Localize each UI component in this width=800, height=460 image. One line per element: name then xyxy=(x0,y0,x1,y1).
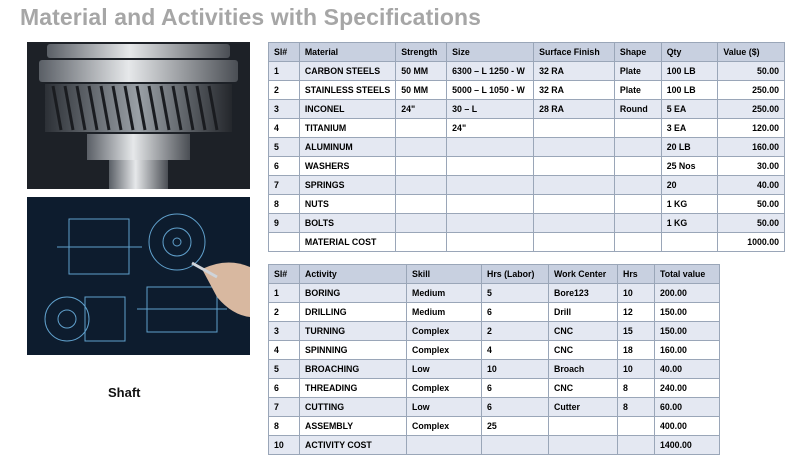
activities-cell: SPINNING xyxy=(300,341,407,360)
materials-header-cell: Size xyxy=(447,43,534,62)
materials-cell: BOLTS xyxy=(299,214,395,233)
activities-header-cell: Sl# xyxy=(269,265,300,284)
activities-cell: 10 xyxy=(269,436,300,455)
table-row xyxy=(269,157,785,176)
materials-table xyxy=(268,42,785,252)
activities-cell: BORING xyxy=(300,284,407,303)
activities-cell xyxy=(407,436,482,455)
materials-cell: 6 xyxy=(269,157,300,176)
table-row xyxy=(269,214,785,233)
materials-cell: 250.00 xyxy=(718,81,785,100)
activities-cell: 400.00 xyxy=(655,417,720,436)
table-row xyxy=(269,360,720,379)
materials-cell xyxy=(396,195,447,214)
activities-header-cell: Hrs xyxy=(618,265,655,284)
activities-cell: 8 xyxy=(618,379,655,398)
activities-cell: 12 xyxy=(618,303,655,322)
table-row xyxy=(269,119,785,138)
materials-header-cell: Material xyxy=(299,43,395,62)
activities-cell: 6 xyxy=(482,379,549,398)
materials-cell xyxy=(614,176,661,195)
activities-cell: 6 xyxy=(482,303,549,322)
materials-cell: 28 RA xyxy=(534,100,615,119)
materials-cell: SPRINGS xyxy=(299,176,395,195)
materials-cell xyxy=(396,233,447,252)
materials-header-cell: Qty xyxy=(661,43,718,62)
activities-cell: Broach xyxy=(549,360,618,379)
activities-cell: 25 xyxy=(482,417,549,436)
materials-cell xyxy=(614,214,661,233)
table-row xyxy=(269,417,720,436)
materials-cell xyxy=(447,195,534,214)
materials-cell: 1 KG xyxy=(661,214,718,233)
materials-cell xyxy=(614,119,661,138)
activities-cell: CNC xyxy=(549,379,618,398)
materials-cell: 50.00 xyxy=(718,214,785,233)
materials-cell xyxy=(534,214,615,233)
materials-cell xyxy=(396,214,447,233)
materials-cell: 7 xyxy=(269,176,300,195)
activities-cell: 8 xyxy=(618,398,655,417)
activities-cell: 3 xyxy=(269,322,300,341)
materials-cell: 1 KG xyxy=(661,195,718,214)
activities-cell: 10 xyxy=(618,284,655,303)
activities-cell: 240.00 xyxy=(655,379,720,398)
activities-header-cell: Work Center xyxy=(549,265,618,284)
materials-cell xyxy=(447,138,534,157)
materials-cell: 50 MM xyxy=(396,81,447,100)
activities-cell: 7 xyxy=(269,398,300,417)
materials-cell: 32 RA xyxy=(534,81,615,100)
materials-cell: 3 xyxy=(269,100,300,119)
materials-header-cell: Sl# xyxy=(269,43,300,62)
activities-cell: 2 xyxy=(269,303,300,322)
materials-cell: 30 – L xyxy=(447,100,534,119)
materials-cell: ALUMINUM xyxy=(299,138,395,157)
materials-cell: 120.00 xyxy=(718,119,785,138)
materials-cell: Plate xyxy=(614,62,661,81)
activities-cell: TURNING xyxy=(300,322,407,341)
activities-cell xyxy=(618,417,655,436)
table-row xyxy=(269,138,785,157)
materials-cell: 5 EA xyxy=(661,100,718,119)
materials-cell: 250.00 xyxy=(718,100,785,119)
materials-cell: 4 xyxy=(269,119,300,138)
activities-cell: ACTIVITY COST xyxy=(300,436,407,455)
materials-cell xyxy=(447,176,534,195)
materials-cell xyxy=(614,233,661,252)
materials-cell: 40.00 xyxy=(718,176,785,195)
activities-cell: 18 xyxy=(618,341,655,360)
activities-header-cell: Skill xyxy=(407,265,482,284)
materials-cell: STAINLESS STEELS xyxy=(299,81,395,100)
activities-cell: 15 xyxy=(618,322,655,341)
materials-cell: NUTS xyxy=(299,195,395,214)
table-row xyxy=(269,176,785,195)
materials-header-cell: Shape xyxy=(614,43,661,62)
activities-cell: 160.00 xyxy=(655,341,720,360)
table-row xyxy=(269,398,720,417)
activities-cell: 1 xyxy=(269,284,300,303)
materials-cell xyxy=(614,157,661,176)
activities-cell: Medium xyxy=(407,284,482,303)
table-row xyxy=(269,436,720,455)
activities-cell: 60.00 xyxy=(655,398,720,417)
materials-cell: 20 xyxy=(661,176,718,195)
materials-header-cell: Value ($) xyxy=(718,43,785,62)
materials-cell xyxy=(661,233,718,252)
materials-cell: 24" xyxy=(396,100,447,119)
materials-cell: 20 LB xyxy=(661,138,718,157)
page-title: Material and Activities with Specifications xyxy=(20,4,482,30)
materials-cell xyxy=(447,233,534,252)
materials-cell: 30.00 xyxy=(718,157,785,176)
materials-cell: 6300 – L 1250 - W xyxy=(447,62,534,81)
activities-cell: Drill xyxy=(549,303,618,322)
activities-cell: Bore123 xyxy=(549,284,618,303)
materials-cell: MATERIAL COST xyxy=(299,233,395,252)
materials-cell xyxy=(396,176,447,195)
activities-cell: 8 xyxy=(269,417,300,436)
activities-cell xyxy=(482,436,549,455)
engineering-drawing-photo xyxy=(27,197,250,355)
activities-cell: 4 xyxy=(269,341,300,360)
table-row xyxy=(269,303,720,322)
materials-cell: INCONEL xyxy=(299,100,395,119)
table-row xyxy=(269,379,720,398)
materials-cell: 9 xyxy=(269,214,300,233)
materials-cell: 50.00 xyxy=(718,195,785,214)
materials-cell: Plate xyxy=(614,81,661,100)
activities-cell: Medium xyxy=(407,303,482,322)
materials-cell: TITANIUM xyxy=(299,119,395,138)
activities-cell: THREADING xyxy=(300,379,407,398)
materials-header-cell: Surface Finish xyxy=(534,43,615,62)
materials-header-cell: Strength xyxy=(396,43,447,62)
activities-cell: DRILLING xyxy=(300,303,407,322)
table-row xyxy=(269,62,785,81)
materials-cell xyxy=(534,195,615,214)
activities-cell: ASSEMBLY xyxy=(300,417,407,436)
materials-cell: 1000.00 xyxy=(718,233,785,252)
activities-header-cell: Total value xyxy=(655,265,720,284)
activities-cell: 6 xyxy=(269,379,300,398)
activities-cell: 40.00 xyxy=(655,360,720,379)
activities-cell: Cutter xyxy=(549,398,618,417)
materials-cell: 5000 – L 1050 - W xyxy=(447,81,534,100)
activities-header-row xyxy=(269,265,720,284)
materials-cell xyxy=(269,233,300,252)
activities-header-cell: Hrs (Labor) xyxy=(482,265,549,284)
materials-cell: 100 LB xyxy=(661,62,718,81)
materials-cell: Round xyxy=(614,100,661,119)
materials-cell: 100 LB xyxy=(661,81,718,100)
materials-cell xyxy=(534,176,615,195)
shaft-gear-photo xyxy=(27,42,250,189)
table-row xyxy=(269,81,785,100)
activities-cell xyxy=(618,436,655,455)
activities-cell: 1400.00 xyxy=(655,436,720,455)
materials-cell: 24" xyxy=(447,119,534,138)
materials-cell xyxy=(534,138,615,157)
materials-cell: 3 EA xyxy=(661,119,718,138)
activities-header-cell: Activity xyxy=(300,265,407,284)
materials-cell xyxy=(447,157,534,176)
activities-cell: Low xyxy=(407,360,482,379)
activities-table xyxy=(268,264,720,455)
materials-cell xyxy=(396,157,447,176)
materials-cell: 32 RA xyxy=(534,62,615,81)
materials-cell xyxy=(614,138,661,157)
materials-cell: 5 xyxy=(269,138,300,157)
activities-cell: CNC xyxy=(549,341,618,360)
materials-cell: 8 xyxy=(269,195,300,214)
materials-cell: 2 xyxy=(269,81,300,100)
materials-cell xyxy=(534,119,615,138)
table-row xyxy=(269,322,720,341)
materials-cell: 50.00 xyxy=(718,62,785,81)
activities-cell: 6 xyxy=(482,398,549,417)
table-row xyxy=(269,284,720,303)
table-row xyxy=(269,233,785,252)
activities-cell xyxy=(549,417,618,436)
materials-cell: 50 MM xyxy=(396,62,447,81)
activities-cell: 2 xyxy=(482,322,549,341)
materials-cell xyxy=(534,233,615,252)
table-row xyxy=(269,341,720,360)
activities-cell xyxy=(549,436,618,455)
materials-cell: 25 Nos xyxy=(661,157,718,176)
image-caption: Shaft xyxy=(108,385,141,400)
activities-cell: Low xyxy=(407,398,482,417)
activities-cell: 4 xyxy=(482,341,549,360)
materials-header-row xyxy=(269,43,785,62)
materials-cell xyxy=(396,138,447,157)
materials-cell: WASHERS xyxy=(299,157,395,176)
activities-cell: CUTTING xyxy=(300,398,407,417)
activities-cell: Complex xyxy=(407,417,482,436)
activities-cell: 10 xyxy=(482,360,549,379)
materials-cell xyxy=(447,214,534,233)
activities-cell: BROACHING xyxy=(300,360,407,379)
materials-cell xyxy=(534,157,615,176)
materials-cell: CARBON STEELS xyxy=(299,62,395,81)
materials-cell xyxy=(614,195,661,214)
activities-cell: Complex xyxy=(407,379,482,398)
materials-cell: 1 xyxy=(269,62,300,81)
materials-cell xyxy=(396,119,447,138)
activities-cell: Complex xyxy=(407,322,482,341)
materials-cell: 160.00 xyxy=(718,138,785,157)
activities-cell: 5 xyxy=(269,360,300,379)
activities-cell: 150.00 xyxy=(655,303,720,322)
activities-cell: 150.00 xyxy=(655,322,720,341)
activities-cell: CNC xyxy=(549,322,618,341)
activities-cell: 200.00 xyxy=(655,284,720,303)
activities-cell: Complex xyxy=(407,341,482,360)
table-row xyxy=(269,195,785,214)
table-row xyxy=(269,100,785,119)
activities-cell: 10 xyxy=(618,360,655,379)
activities-cell: 5 xyxy=(482,284,549,303)
